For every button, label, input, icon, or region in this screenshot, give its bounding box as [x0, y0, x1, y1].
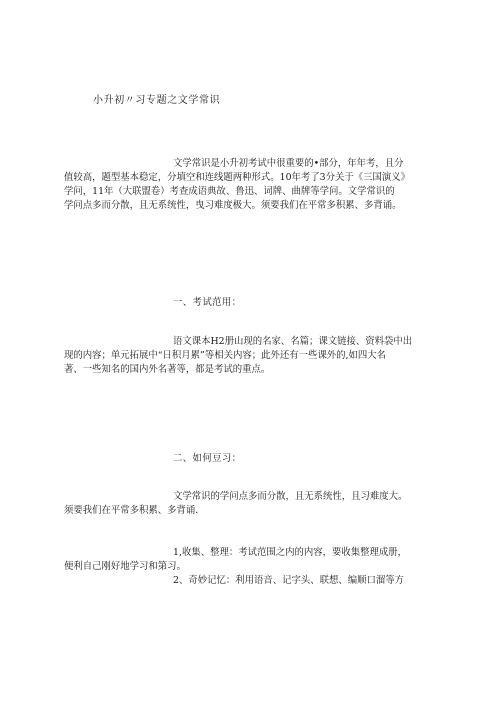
- section2-item1-line: 便利自己刚好地学习和第习。: [64, 561, 186, 572]
- section1-line: 现的内容；单元拓展中“日积月累”等相关内容；此外还有一些课外的,如四大名: [64, 350, 386, 361]
- section1-paragraph: [64, 335, 444, 377]
- section2-item1-line: 1,收集、整理：考试范围之内的内容，要收集整理成册，: [173, 547, 407, 558]
- intro-line: 值较高，题型基本稳定，分填空和连线题两种形式。10年考了3分关于《三国演义》: [64, 172, 411, 183]
- intro-line: 学问，11年（大联盟卷）考查成语典故、鲁迅、词牌、曲牌等学问。文学常识的: [64, 186, 395, 197]
- section2-heading: 二、如何豆习：: [173, 453, 242, 464]
- section2-item2-line: 2、奇妙记忆：利用语音、记字头、联想、编顺口溜等方: [173, 575, 404, 586]
- section1-line: 语文课本H2册山现的名家、名篇；课文链接、资料袋中出: [173, 336, 413, 347]
- section2-intro-paragraph: [64, 490, 444, 518]
- section2-intro-line: 须要我们在平常多积累、多背诵.: [64, 505, 199, 516]
- section2-item2-paragraph: [64, 574, 444, 588]
- section2-item1-paragraph: [64, 546, 444, 574]
- section1-heading: 一、考试范用：: [173, 297, 242, 308]
- section1-line: 著、一些知名的国内外名著等，都是考试的重点。: [64, 364, 271, 375]
- intro-paragraph: [64, 157, 444, 213]
- document-title: 小升初〃习专题之文学常识: [93, 95, 221, 106]
- intro-line: 文学常识是小升初考试中很重要的•部分，年年考，且分: [173, 158, 404, 169]
- section2-intro-line: 文学常识的学问点多而分散，且无系统性，且习难度大。: [173, 491, 408, 502]
- intro-line: 学问点多而分散，且无系统性，曳习难度极大。须要我们在平常多积累、多背诵。: [64, 200, 402, 211]
